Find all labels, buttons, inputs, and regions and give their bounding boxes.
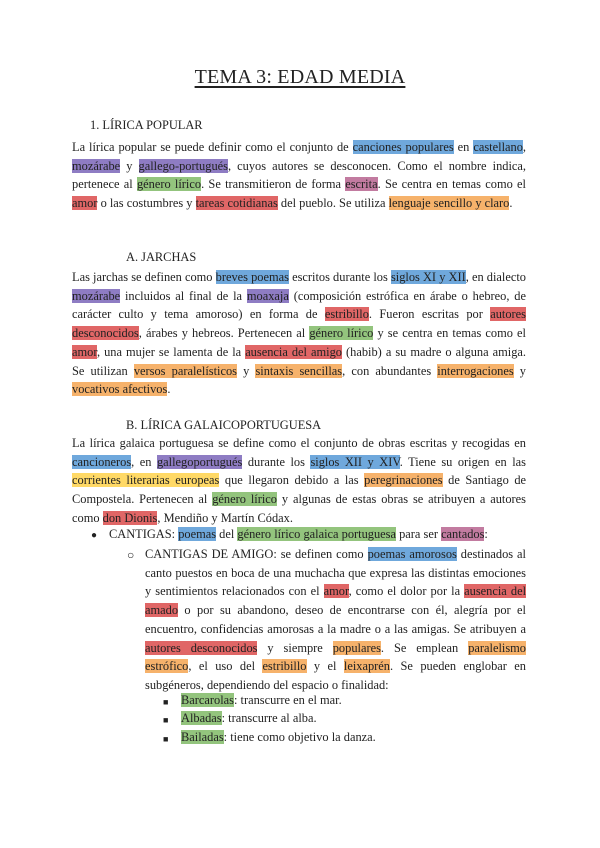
text-run: , en dialecto <box>465 270 526 284</box>
highlighted-term: siglos XII y XIV <box>310 454 400 469</box>
text-run: de Santiago de Compostela. Pertenecen al <box>72 473 527 507</box>
highlighted-term: poemas <box>178 527 217 541</box>
page-title: TEMA 3: EDAD MEDIA <box>194 66 406 88</box>
highlighted-term: autores desconocidos <box>72 307 526 341</box>
text-run: y <box>513 363 527 378</box>
highlighted-term: género lírico <box>309 326 374 341</box>
highlighted-term: siglos XI y XII <box>390 270 466 284</box>
list-item-barcarolas <box>181 693 342 708</box>
square-bullet-icon: ■ <box>163 734 169 744</box>
subgenre-description: : tiene como objetivo la danza. <box>223 730 376 744</box>
list-item-cantigas-de-amigo <box>145 545 526 695</box>
highlighted-term: género lírico galaica portuguesa <box>237 527 396 541</box>
text-run: incluidos al final de la <box>120 288 247 303</box>
highlighted-term: leixaprén <box>343 659 391 674</box>
text-run: y el <box>306 659 344 674</box>
highlighted-term: ausencia del amigo <box>245 344 342 359</box>
text-run: . Se emplean <box>380 640 469 655</box>
highlighted-term: castellano <box>473 140 523 154</box>
list-item-cantigas <box>109 527 488 542</box>
text-run: La lírica popular se puede definir como el conjunto de <box>72 140 353 154</box>
highlighted-term: paralelismo estrófico <box>145 640 526 674</box>
text-run: y <box>120 158 139 173</box>
highlighted-term: versos paralelísticos <box>133 363 237 378</box>
highlighted-term: sintaxis sencillas <box>255 363 343 378</box>
text-run: CANTIGAS DE AMIGO: se definen como <box>145 547 368 561</box>
subgenre-name: Bailadas <box>181 730 224 744</box>
subsection-heading-jarchas: A. JARCHAS <box>126 250 197 264</box>
highlighted-term: género lírico <box>212 492 277 507</box>
text-run: o por su abandono, deseo de encontrarse con él, alegría por el encuentro, confidencias amorosas a la madre o a las amigas. Se atribuyen a <box>145 603 526 636</box>
text-run: . <box>509 196 513 211</box>
highlighted-term: gallegoportugués <box>156 454 243 469</box>
list-item-albadas <box>181 711 317 726</box>
text-run: y se centra en temas como el <box>373 326 526 341</box>
text-run: , como el dolor por la <box>348 584 465 599</box>
highlighted-term: canciones populares <box>352 140 454 154</box>
text-run: , Mendiño y Martín Códax. <box>157 510 293 525</box>
text-run: (composición estrófica en árabe o hebreo, de carácter culto y tema amoroso) en forma de <box>72 288 526 322</box>
text-run: , árabes y hebreos. Pertenecen al <box>138 326 310 341</box>
subgenre-name: Albadas <box>181 711 222 725</box>
text-run: , en <box>131 454 157 469</box>
list-item-bailadas <box>181 730 376 745</box>
text-run: durante los <box>242 454 311 469</box>
highlighted-term: cantados <box>441 527 485 541</box>
highlighted-term: amor <box>323 584 349 599</box>
highlighted-term: amor <box>72 344 97 359</box>
highlighted-term: estribillo <box>324 307 369 322</box>
text-run: y siempre <box>257 640 333 655</box>
text-run: en <box>453 140 474 154</box>
highlighted-term: moaxaja <box>246 288 289 303</box>
highlighted-term: cancioneros <box>72 454 132 469</box>
square-bullet-icon: ■ <box>163 697 169 707</box>
highlighted-term: amor <box>72 196 98 211</box>
highlighted-term: gallego-portugués <box>138 158 228 173</box>
text-run: . <box>167 382 171 397</box>
text-run: La lírica galaica portuguesa se define como el conjunto de obras escritas y recogidas en <box>72 436 526 450</box>
highlighted-term: escrita <box>345 177 378 192</box>
text-run: y algunas de estas obras se atribuyen a autores como <box>72 492 526 525</box>
text-run: . Fueron escritas por <box>368 307 491 322</box>
text-run: destinados al canto puestos en boca de una muchacha que expresa las distintas emociones y sentimientos relacionados con el <box>145 547 526 599</box>
subsection-heading-galaicoportuguesa: B. LÍRICA GALAICOPORTUGUESA <box>126 418 322 432</box>
text-run: para ser <box>396 527 442 541</box>
text-run: . Se transmitieron de forma <box>201 177 346 192</box>
text-run: : <box>484 527 488 541</box>
highlighted-term: género lírico <box>136 177 202 192</box>
highlighted-term: peregrinaciones <box>364 473 443 488</box>
text-run: . Se pueden englobar en subgéneros, dependiendo del espacio o finalidad: <box>145 659 527 692</box>
text-run: . Tiene su origen en las <box>399 454 526 469</box>
paragraph-jarchas <box>72 268 526 399</box>
subgenre-description: : transcurre al alba. <box>221 711 317 725</box>
subgenre-description: : transcurre en el mar. <box>233 693 342 707</box>
highlighted-term: ausencia del amado <box>145 584 527 618</box>
square-bullet-icon: ■ <box>163 715 169 725</box>
text-run: y <box>237 363 256 378</box>
bullet-icon: ● <box>91 530 98 541</box>
section-heading-lirica-popular: 1. LÍRICA POPULAR <box>90 118 203 132</box>
text-run: , <box>522 140 527 154</box>
highlighted-term: don Dionis <box>102 510 158 525</box>
text-run: Las jarchas se definen como <box>72 270 216 284</box>
text-run: del <box>216 527 238 541</box>
highlighted-term: tareas cotidianas <box>195 196 278 211</box>
highlighted-term: mozárabe <box>72 158 121 173</box>
text-run: del pueblo. Se utiliza <box>277 196 389 211</box>
highlighted-term: lenguaje sencillo y claro <box>388 196 510 211</box>
highlighted-term: estribillo <box>262 659 307 674</box>
highlighted-term: breves poemas <box>215 270 289 284</box>
text-run: , cuyos autores se desconocen. Como el nombre indica, pertenece al <box>72 158 526 192</box>
highlighted-term: mozárabe <box>72 288 121 303</box>
text-run: o las costumbres y <box>97 196 196 211</box>
highlighted-term: populares <box>332 640 381 655</box>
highlighted-term: autores desconocidos <box>145 640 258 655</box>
text-run: que llegaron debido a las <box>219 473 365 488</box>
text-run: (habib) a su madre o alguna amiga. Se utilizan <box>72 344 526 378</box>
text-run: escritos durante los <box>288 270 391 284</box>
text-run: , una mujer se lamenta de la <box>96 344 246 359</box>
text-run: , con abundantes <box>342 363 438 378</box>
paragraph-galaicoportuguesa <box>72 434 526 528</box>
highlighted-term: interrogaciones <box>437 363 514 378</box>
circle-bullet-icon: ○ <box>127 548 135 562</box>
highlighted-term: poemas amorosos <box>367 547 457 561</box>
highlighted-term: corrientes literarias europeas <box>72 473 220 488</box>
subgenre-name: Barcarolas <box>181 693 234 707</box>
highlighted-term: vocativos afectivos <box>72 382 168 397</box>
text-run: , el uso del <box>188 659 263 674</box>
text-run: CANTIGAS: <box>109 527 179 541</box>
paragraph-lirica-popular <box>72 138 526 213</box>
text-run: . Se centra en temas como el <box>377 177 526 192</box>
